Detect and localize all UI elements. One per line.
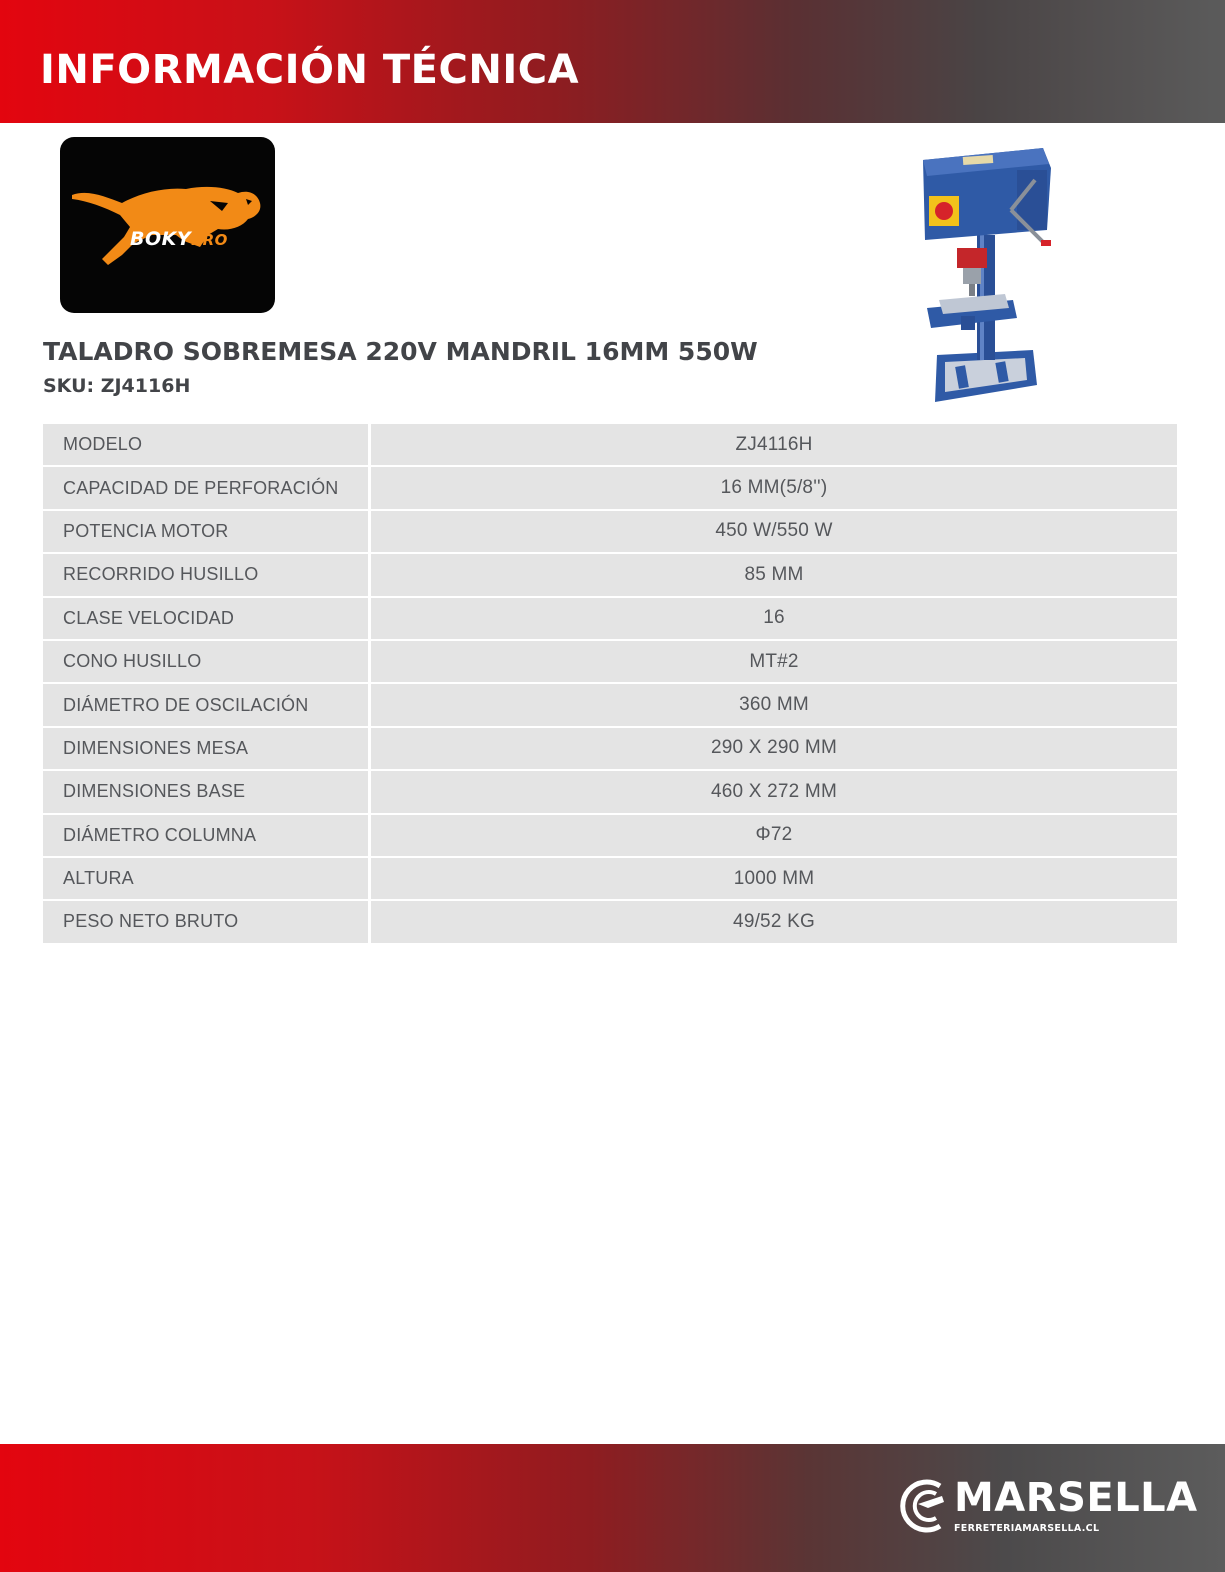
spec-label: DIMENSIONES MESA <box>43 728 371 769</box>
spec-value: 290 X 290 MM <box>371 728 1177 769</box>
spec-label: POTENCIA MOTOR <box>43 511 371 552</box>
logo-brand-main: BOKY <box>130 228 192 250</box>
spec-label: RECORRIDO HUSILLO <box>43 554 371 595</box>
table-row <box>43 815 1177 858</box>
marsella-emblem-icon <box>896 1478 952 1534</box>
table-row <box>43 598 1177 641</box>
spec-label: MODELO <box>43 424 371 465</box>
header-banner <box>0 0 1225 123</box>
spec-value: MT#2 <box>371 641 1177 682</box>
spec-value: 460 X 272 MM <box>371 771 1177 812</box>
spec-label: DIÁMETRO COLUMNA <box>43 815 371 856</box>
footer-brand-name: MARSELLA <box>954 1475 1198 1521</box>
spec-table <box>43 424 1177 945</box>
spec-label: CONO HUSILLO <box>43 641 371 682</box>
spec-label: DIÁMETRO DE OSCILACIÓN <box>43 684 371 725</box>
logo-wordmark <box>130 228 228 250</box>
spec-value: ZJ4116H <box>371 424 1177 465</box>
spec-value: 1000 MM <box>371 858 1177 899</box>
table-row <box>43 771 1177 814</box>
spec-label: CLASE VELOCIDAD <box>43 598 371 639</box>
spec-value: 49/52 KG <box>371 901 1177 942</box>
table-row <box>43 684 1177 727</box>
footer-url: FERRETERIAMARSELLA.CL <box>954 1523 1100 1534</box>
table-row <box>43 554 1177 597</box>
table-row <box>43 728 1177 771</box>
spec-value: Φ72 <box>371 815 1177 856</box>
spec-label: DIMENSIONES BASE <box>43 771 371 812</box>
table-row <box>43 641 1177 684</box>
drill-press-image <box>905 140 1065 415</box>
table-row <box>43 511 1177 554</box>
product-title: TALADRO SOBREMESA 220V MANDRIL 16MM 550W <box>43 337 758 366</box>
table-row <box>43 858 1177 901</box>
panther-icon <box>60 137 275 313</box>
spec-value: 85 MM <box>371 554 1177 595</box>
spec-value: 360 MM <box>371 684 1177 725</box>
marsella-logo <box>896 1474 1196 1544</box>
spec-label: PESO NETO BRUTO <box>43 901 371 942</box>
table-row <box>43 424 1177 467</box>
boky-pro-logo <box>60 137 275 313</box>
spec-value: 450 W/550 W <box>371 511 1177 552</box>
product-sku: SKU: ZJ4116H <box>43 375 191 397</box>
spec-value: 16 <box>371 598 1177 639</box>
table-row <box>43 467 1177 510</box>
header-title: INFORMACIÓN TÉCNICA <box>40 47 580 93</box>
table-row <box>43 901 1177 944</box>
logo-brand-sub: PRO <box>191 231 228 249</box>
spec-value: 16 MM(5/8'') <box>371 467 1177 508</box>
spec-label: ALTURA <box>43 858 371 899</box>
spec-label: CAPACIDAD DE PERFORACIÓN <box>43 467 371 508</box>
